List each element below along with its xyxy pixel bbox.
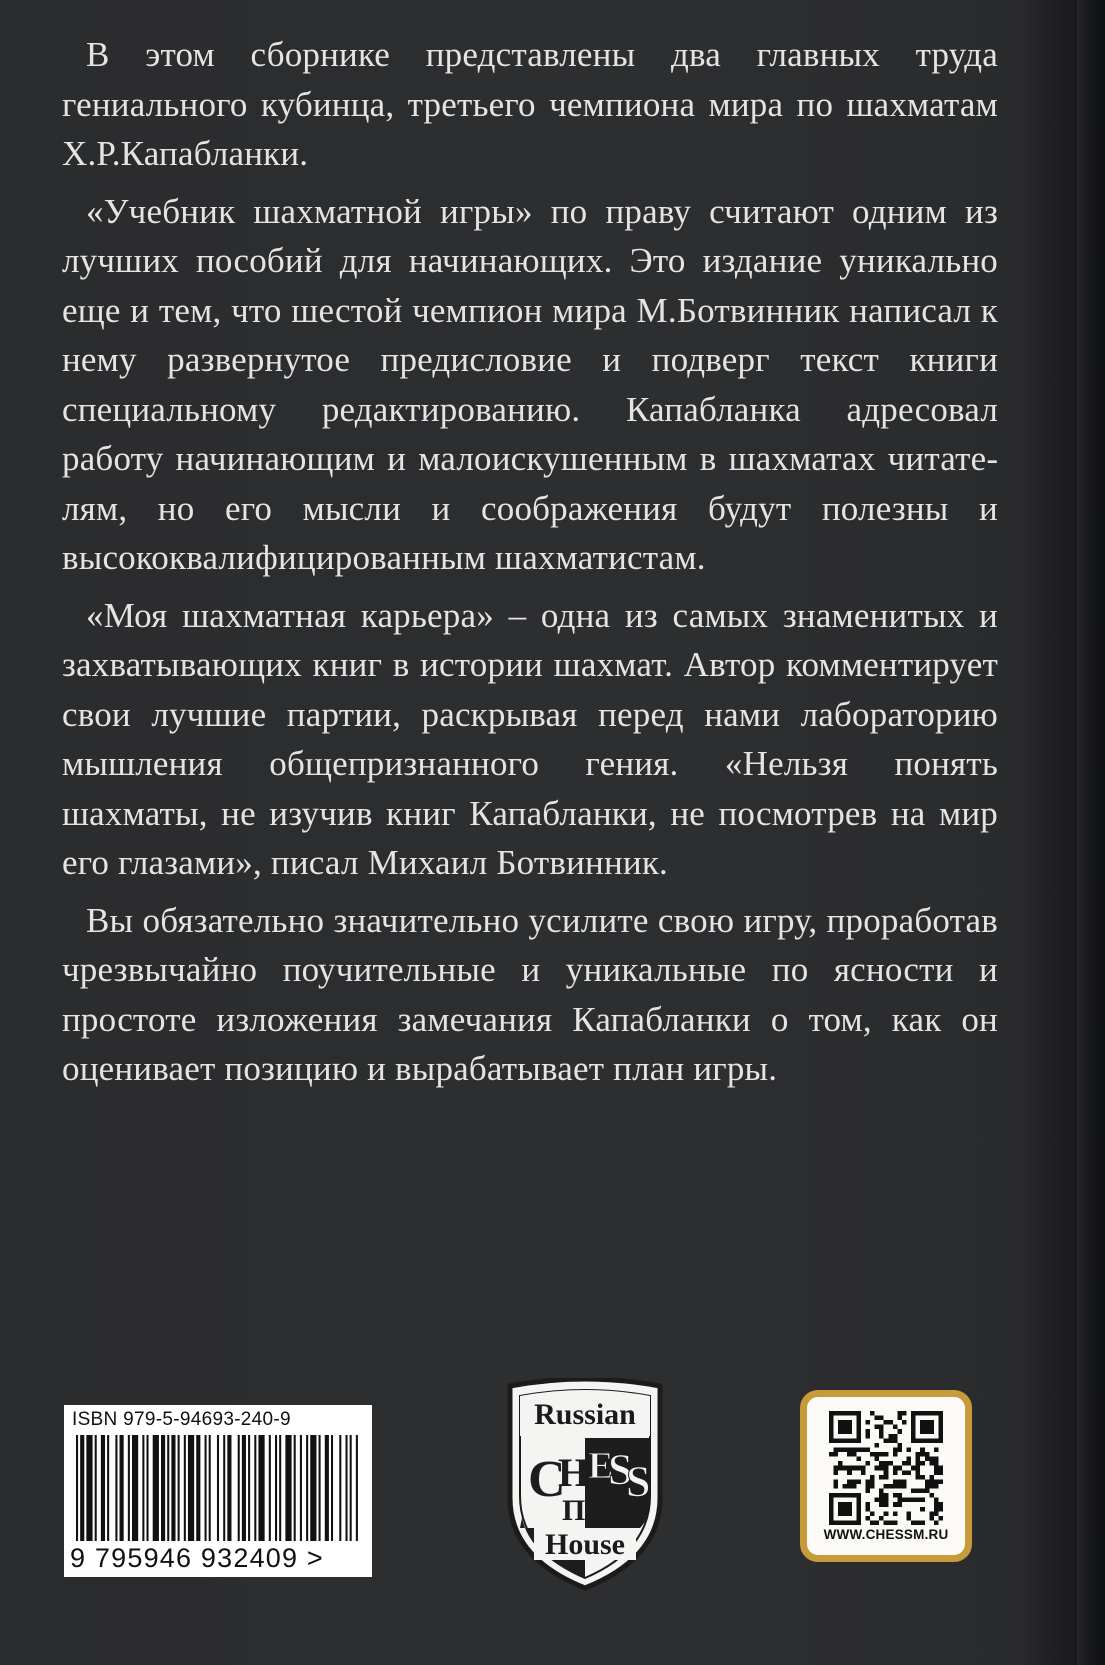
qr-code-icon xyxy=(829,1411,943,1525)
svg-text:C: C xyxy=(528,1451,566,1508)
russian-chess-house-logo xyxy=(500,1378,670,1593)
qr-code-block xyxy=(800,1390,972,1562)
svg-text:ПS: ПS xyxy=(562,1494,603,1527)
ean-digits: 9 795946 932409 > xyxy=(70,1543,324,1573)
svg-text:S: S xyxy=(608,1445,633,1494)
description-paragraph-4: Вы обязательно значительно усилите свою игру, проработав чрезвычайно поучительные и уникальные по ясности и простоте изложения замечания Капабланки о том, как он оценивает позицию и вырабатывает план игры. xyxy=(62,900,998,1088)
isbn-label: ISBN 979-5-94693-240-9 xyxy=(72,1409,291,1430)
svg-text:S: S xyxy=(626,1457,651,1506)
description-paragraph-3: «Моя шахматная карьера» – одна из самых знаменитых и захватывающих книг в истории шахмат. Автор комментирует свои лучшие партии, раскрывая перед нами лабораторию мышления общепризнанного гения. «Нельзя понять шахматы, не изучив книг Капабланки, не посмотрев на мир его глазами», писал Михаил Ботвинник. xyxy=(62,595,998,882)
website-url: WWW.CHESSM.RU xyxy=(823,1527,949,1542)
chess-shield-icon xyxy=(500,1378,670,1593)
barcode-icon xyxy=(76,1435,360,1541)
svg-text:Russian: Russian xyxy=(534,1398,636,1431)
svg-text:H: H xyxy=(558,1450,590,1495)
spine-edge xyxy=(1077,0,1105,1665)
description-text xyxy=(62,30,998,1102)
description-paragraph-2: «Учебник шахматной игры» по праву считают одним из лучших пособий для начинающих. Это издание уникально еще и тем, что шестой чемпион мира М.Ботвинник написал к нему развернутое предисловие и подверг текст книги специальному редактированию. Капабланка адресовал работу начинающим и малоискушенным в шахматах читателям, но его мысли и соображения будут полезны и высококвалифицированным шахматистам. xyxy=(62,191,998,577)
svg-text:E: E xyxy=(588,1445,614,1487)
description-paragraph-1: В этом сборнике представлены два главных труда гениального кубинца, третьего чемпиона мира по шахматам Х.Р.Капабланки. xyxy=(62,35,998,173)
svg-text:House: House xyxy=(544,1528,626,1561)
isbn-barcode xyxy=(64,1405,372,1577)
